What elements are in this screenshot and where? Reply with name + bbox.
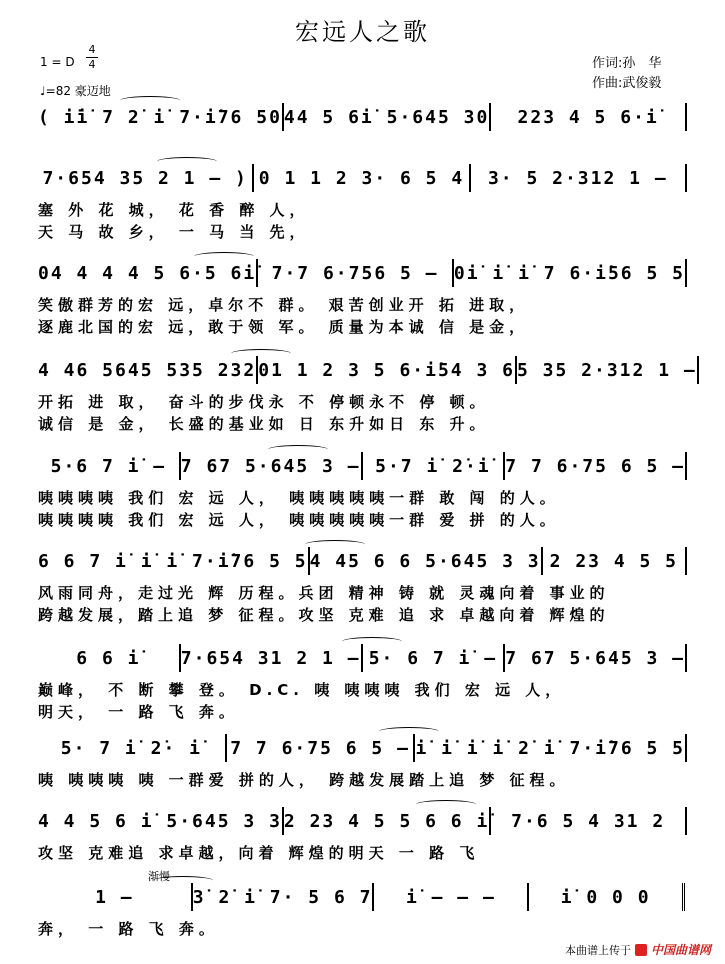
footer [565, 941, 711, 958]
lyric-line: 开拓 进 取， 奋斗的步伐永 不 停顿永不 停 顿。 [38, 393, 490, 411]
measure: 3· 5 2·312 1 – [487, 167, 668, 189]
slur-mark [120, 96, 180, 105]
barline [682, 883, 687, 911]
lyric-line: 咦咦咦咦 我们 宏 远 人， 咦咦咦咦咦一群 爱 拼 的人。 [38, 511, 560, 529]
score-line [0, 645, 725, 725]
footer-text: 本曲谱上传于 [564, 943, 631, 957]
lyric-line: 攻坚 克难追 求卓越，向着 辉煌的明天 一 路 飞 [38, 844, 480, 862]
slur-mark [268, 445, 328, 454]
notation-row [38, 165, 687, 191]
measure: 7 67 5·645 3 – [505, 647, 685, 669]
slur-mark [342, 637, 402, 646]
time-signature [86, 44, 98, 71]
barline [697, 356, 699, 384]
measure: 7 67 5·645 3 – [180, 455, 361, 477]
measure: 7 7 6·75 6 5 – [230, 737, 410, 759]
measure: 223 4 5 6·i̇ [517, 106, 659, 128]
barline [685, 259, 687, 287]
measure: i̇ – – – [405, 886, 496, 908]
measure: 5· 6 7 i̇ – [368, 647, 498, 669]
measure: 5 35 2·312 1 – [516, 359, 697, 381]
lyric-line: 风雨同舟，走过光 辉 历程。兵团 精神 铸 就 灵魂向着 事业的 [38, 584, 610, 602]
barline [685, 807, 687, 835]
notation-row [38, 357, 697, 383]
measure: i̇ i̇ i̇ i̇ 2̇ i̇ 7·i̇76 5 5 [415, 737, 686, 759]
slur-mark [379, 727, 439, 736]
score-line [0, 357, 725, 437]
lyric-line: 跨越发展，踏上追 梦 征程。攻坚 克难 追 求 卓越向着 辉煌的 [38, 606, 610, 624]
notation-row [38, 808, 687, 834]
score-line [0, 548, 725, 628]
measure: 5· 7 i̇ 2̇· i̇ [60, 737, 202, 759]
measure: 7·654 31 2 1 – [180, 647, 361, 669]
measure: 7·6 5 4 31 2 [511, 810, 666, 832]
measure: 5·7 i̇ 2̇·i̇ [375, 455, 491, 477]
measure: i̇ 0 0 0 [560, 886, 651, 908]
credits [592, 54, 661, 94]
barline [685, 164, 687, 192]
measure: 7·7 6·756 5 – [271, 262, 439, 284]
notation-row [38, 453, 687, 479]
lyricist: 作词:孙 华 [592, 56, 662, 71]
measure: 2 23 4 5 5 [549, 550, 679, 572]
lyric-line: 天 马 故 乡， 一 马 当 先， [38, 223, 310, 241]
slur-mark [194, 252, 254, 261]
site-logo-icon [635, 944, 647, 956]
slur-mark [157, 157, 217, 166]
measure: 7 7 6·75 6 5 – [505, 455, 685, 477]
score-line [0, 165, 725, 245]
lyric-line: 咦咦咦咦 我们 宏 远 人， 咦咦咦咦咦一群 敢 闯 的人。 [38, 489, 560, 507]
notation-row [38, 548, 687, 574]
time-signature-top: 4 [88, 43, 96, 56]
measure: 0 1 1 2 3· 6 5 4 [258, 167, 465, 189]
page-title: 宏远人之歌 [295, 18, 430, 46]
notation-row [38, 260, 687, 286]
score-line [0, 260, 725, 340]
tempo-marking: ♩=82 豪迈地 [40, 84, 111, 98]
measure: 5·6 7 i̇ – [50, 455, 167, 477]
lyric-line: 奔， 一 路 飞 奔。 [38, 920, 219, 938]
lyric-line: 咦 咦咦咦 咦 一群爱 拼的人， 跨越发展踏上追 梦 征程。 [38, 771, 570, 789]
score-line [0, 735, 725, 815]
lyric-line: 笑傲群芳的宏 远，卓尔不 群。 艰苦创业开 拓 进取， [38, 296, 530, 314]
measure: ( i̇i̇ 7 2̇ i̇ 7·i̇76 50 [38, 106, 282, 128]
barline [685, 547, 687, 575]
measure: 6 6 i̇ [76, 647, 141, 669]
notation-row [38, 104, 687, 130]
barline [685, 734, 687, 762]
barline [685, 452, 687, 480]
lyric-line: 巅峰， 不 断 攀 登。 D.C. 咦 咦咦咦 我们 宏 远 人， [38, 681, 566, 699]
barline [685, 103, 687, 131]
measure: 4 4 5 6 i̇ 5·645 3 3 [38, 810, 282, 832]
measure: 44 5 6i̇ 5·645 30 [283, 106, 490, 128]
measure: 1 – [95, 886, 134, 908]
composer: 作曲:武俊毅 [592, 76, 662, 91]
notation-row [38, 645, 687, 671]
score-line [0, 808, 725, 888]
barline [685, 644, 687, 672]
score-line [0, 453, 725, 533]
slur-mark [231, 349, 291, 358]
measure: 4 46 5645 535 232 [38, 359, 257, 381]
measure: 7·654 35 2 1 – ) [42, 167, 248, 189]
measure: 3̇ 2̇ i̇ 7· 5 6 7 [192, 886, 373, 908]
notation-row [38, 884, 687, 910]
lyric-line: 逐鹿北国的宏 远，敢于领 军。 质量为本诚 信 是金， [38, 318, 530, 336]
measure: 0i̇ i̇ i̇ 7 6·i̇56 5 5 [453, 262, 685, 284]
measure: 2 23 4 5 5 6 6 i̇ [283, 810, 490, 832]
measure: 01 1 2 3 5 6·i̇54 3 6 [258, 359, 515, 381]
site-name: 中国曲谱网 [650, 943, 711, 957]
measure: 6 6 7 i̇ i̇ i̇ 7·i̇76 5 5 [38, 550, 308, 572]
notation-row [38, 735, 687, 761]
slur-mark [416, 800, 476, 809]
measure: 04 4 4 4 5 6·5 6i̇ [38, 262, 257, 284]
lyric-line: 塞 外 花 城， 花 香 醉 人， [38, 201, 310, 219]
lyric-line: 诚信 是 金， 长盛的基业如 日 东升如日 东 升。 [38, 415, 490, 433]
time-signature-bottom: 4 [88, 58, 96, 71]
measure: 4 45 6 6 5·645 3 3 [309, 550, 541, 572]
key-signature: 1 = D [40, 55, 75, 69]
lyric-line: 明天， 一 路 飞 奔。 [38, 703, 239, 721]
ritardando-mark: 渐慢 [148, 870, 170, 883]
slur-mark [305, 540, 365, 549]
